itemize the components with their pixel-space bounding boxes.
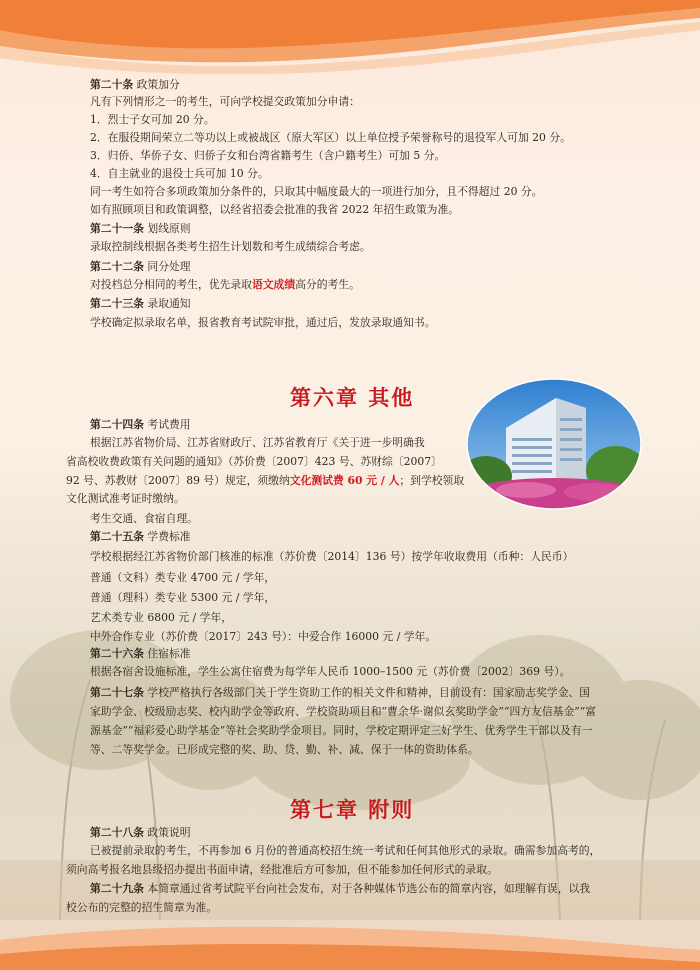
- article-27-line-2: 家助学金、校级励志奖、校内助学金等政府、学校资助项目和“曹余华·谢似玄奖助学金”“四方友信基金”“富: [90, 705, 597, 718]
- article-title: 政策加分: [136, 78, 180, 91]
- article-25-line-2: 普通（文科）类专业 4700 元 / 学年，: [90, 571, 276, 584]
- article-title: 同分处理: [147, 260, 191, 273]
- article-20-heading: [90, 78, 180, 92]
- chapter-6-title: 第六章 其他: [290, 385, 415, 410]
- text-part: 本简章通过省考试院平台向社会发布，对于各种媒体节选公布的简章内容，如理解有误，以我: [147, 882, 591, 895]
- article-20-note-1: 同一考生如符合多项政策加分条件的，只取其中幅度最大的一项进行加分，且不得超过 20 分。: [90, 185, 543, 198]
- article-28-line-1: 已被提前录取的考生，不再参加 6 月份的普通高校招生统一考试和任何其他形式的录取。确需参加高考的，: [90, 844, 601, 857]
- article-23-heading: [90, 297, 191, 311]
- article-number: 第二十八条: [90, 826, 144, 839]
- article-29-line-2: 校公布的完整的招生简章为准。: [66, 901, 218, 914]
- article-28-heading: [90, 826, 191, 840]
- article-20-item-1: 1．烈士子女可加 20 分。: [90, 113, 215, 126]
- article-24-heading: [90, 418, 191, 432]
- article-27-line-3: 源基金”“福彩爱心助学基金”等社会奖助学金项目。同时，学校定期评定三好学生、优秀学生干部以及有一: [90, 724, 593, 737]
- article-title: 考试费用: [147, 418, 191, 431]
- article-title: 录取通知: [147, 297, 191, 310]
- article-22-text: [90, 278, 360, 292]
- article-27-line-1: [90, 686, 590, 700]
- article-20-intro: 凡有下列情形之一的考生，可向学校提交政策加分申请：: [90, 95, 360, 108]
- article-23-text: 学校确定拟录取名单，报省教育考试院审批，通过后，发放录取通知书。: [90, 316, 436, 329]
- article-26-heading: [90, 647, 191, 661]
- text-part: 对投档总分相同的考生，优先录取: [90, 278, 252, 291]
- article-title: 住宿标准: [147, 647, 191, 660]
- article-24-line-2: 省高校收费政策有关问题的通知》（苏价费〔2007〕423 号、苏财综〔2007〕: [66, 455, 442, 468]
- article-25-line-1: 学校根据经江苏省物价部门核准的标准（苏价费〔2014〕136 号）按学年收取费用（币种：人民币）: [90, 550, 574, 563]
- article-20-note-2: 如有照顾项目和政策调整，以经省招委会批准的我省 2022 年招生政策为准。: [90, 203, 460, 216]
- article-title: 政策说明: [147, 826, 191, 839]
- article-28-line-2: 须向高考报名地县级招办提出书面申请，经批准后方可参加，但不能参加任何形式的录取。: [66, 863, 498, 876]
- article-29-line-1: [90, 882, 590, 896]
- article-24-line-3: [66, 474, 464, 488]
- article-number: 第二十二条: [90, 260, 144, 273]
- article-21-text: 录取控制线根据各类考生招生计划数和考生成绩综合考虑。: [90, 240, 371, 253]
- article-number: 第二十六条: [90, 647, 144, 660]
- chapter-7-title: 第七章 附则: [290, 797, 415, 822]
- article-title: 学费标准: [147, 530, 191, 543]
- article-20-item-2: 2．在服役期间荣立二等功以上或被战区（原大军区）以上单位授予荣誉称号的退役军人可加 20 分。: [90, 131, 571, 144]
- article-24-line-5: 考生交通、食宿自理。: [90, 512, 198, 525]
- text-part: 学校严格执行各级部门关于学生资助工作的相关文件和精神，目前设有：国家励志奖学金、国: [147, 686, 591, 699]
- article-25-line-4: 艺术类专业 6800 元 / 学年，: [90, 611, 233, 624]
- article-number: 第二十七条: [90, 686, 144, 699]
- article-number: 第二十九条: [90, 882, 144, 895]
- text-part: ；到学校领取: [399, 474, 465, 487]
- text-part: 92 号、苏教财〔2007〕89 号）规定，须缴纳: [66, 474, 290, 487]
- article-27-line-4: 等、二等奖学金。已形成完整的奖、助、贷、勤、补、减、保于一体的资助体系。: [90, 743, 479, 756]
- article-21-heading: [90, 222, 191, 236]
- article-20-item-3: 3．归侨、华侨子女、归侨子女和台湾省籍考生（含户籍考生）可加 5 分。: [90, 149, 446, 162]
- article-25-line-5: 中外合作专业（苏价费〔2017〕243 号）：中爱合作 16000 元 / 学年。: [90, 630, 437, 643]
- campus-building-photo: [466, 378, 642, 510]
- article-24-line-1: 根据江苏省物价局、江苏省财政厅、江苏省教育厅《关于进一步明确我: [90, 436, 425, 449]
- article-number: 第二十一条: [90, 222, 144, 235]
- article-number: 第二十四条: [90, 418, 144, 431]
- article-25-heading: [90, 530, 191, 544]
- text-part: 高分的考生。: [295, 278, 360, 291]
- article-24-line-4: 文化测试准考证时缴纳。: [66, 492, 185, 505]
- highlight-chinese-score: 语文成绩: [251, 278, 296, 291]
- article-number: 第二十三条: [90, 297, 144, 310]
- article-20-item-4: 4．自主就业的退役士兵可加 10 分。: [90, 167, 269, 180]
- article-25-line-3: 普通（理科）类专业 5300 元 / 学年，: [90, 591, 276, 604]
- article-title: 划线原则: [147, 222, 191, 235]
- article-number: 第二十五条: [90, 530, 144, 543]
- article-22-heading: [90, 260, 191, 274]
- article-26-text: 根据各宿舍设施标准，学生公寓住宿费为每学年人民币 1000–1500 元（苏价费〔2002〕369 号）。: [90, 665, 571, 678]
- article-number: 第二十条: [90, 78, 134, 91]
- highlight-test-fee: 文化测试费 60 元 / 人: [289, 474, 400, 487]
